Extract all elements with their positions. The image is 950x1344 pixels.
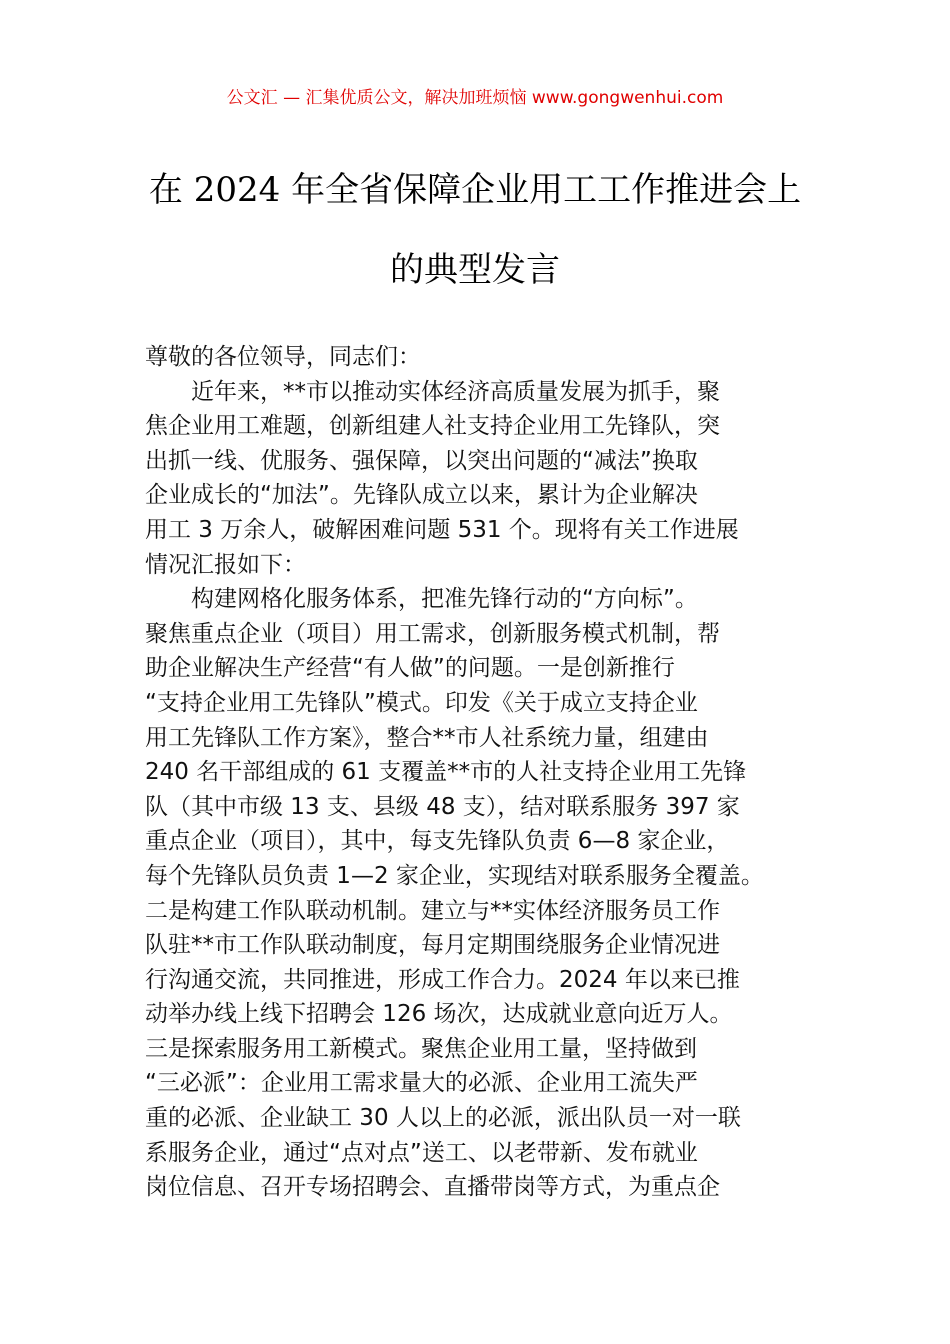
body-line: 用工先锋队工作方案》，整合**市人社系统力量，组建由: [145, 724, 709, 751]
body-line: “支持企业用工先锋队”模式。印发《关于成立支持企业: [145, 689, 698, 716]
body-line: 聚焦重点企业（项目）用工需求，创新服务模式机制，帮: [145, 620, 720, 647]
title-line: 的典型发言: [390, 250, 560, 290]
body-line: 240 名干部组成的 61 支覆盖**市的人社支持企业用工先锋: [145, 759, 747, 786]
body-line: 出抓一线、优服务、强保障，以突出问题的“减法”换取: [145, 447, 698, 474]
body-line: 系服务企业，通过“点对点”送工、以老带新、发布就业: [145, 1139, 698, 1166]
body-line: 构建网格化服务体系，把准先锋行动的“方向标”。: [145, 586, 698, 613]
title-line: 在 2024 年全省保障企业用工工作推进会上: [148, 170, 802, 210]
body-line: 企业成长的“加法”。先锋队成立以来，累计为企业解决: [145, 482, 698, 509]
body-line: 每个先锋队员负责 1—2 家企业，实现结对联系服务全覆盖。: [145, 862, 764, 889]
site-banner: 公文汇 — 汇集优质公文，解决加班烦恼 www.gongwenhui.com: [226, 88, 724, 108]
body-line: 重点企业（项目），其中，每支先锋队负责 6—8 家企业，: [145, 828, 730, 855]
salutation: 尊敬的各位领导，同志们：: [145, 344, 421, 370]
body-line: 用工 3 万余人，破解困难问题 531 个。现将有关工作进展: [145, 516, 739, 543]
body-line: 助企业解决生产经营“有人做”的问题。一是创新推行: [145, 655, 675, 682]
body-line: “三必派”：企业用工需求量大的必派、企业用工流失严: [145, 1070, 698, 1097]
document-body: [145, 340, 825, 1205]
document-title: [100, 150, 850, 310]
body-line: 二是构建工作队联动机制。建立与**实体经济服务员工作: [145, 897, 720, 924]
body-line: 焦企业用工难题，创新组建人社支持企业用工先锋队，突: [145, 413, 720, 440]
body-line: 三是探索服务用工新模式。聚焦企业用工量，坚持做到: [145, 1035, 697, 1062]
body-line: 动举办线上线下招聘会 126 场次，达成就业意向近万人。: [145, 1001, 733, 1028]
body-line: 队驻**市工作队联动制度，每月定期围绕服务企业情况进: [145, 932, 720, 959]
body-line: 岗位信息、召开专场招聘会、直播带岗等方式，为重点企: [145, 1174, 720, 1201]
body-line: 行沟通交流，共同推进，形成工作合力。2024 年以来已推: [145, 966, 740, 993]
body-line: 情况汇报如下：: [145, 551, 306, 578]
body-line: 队（其中市级 13 支、县级 48 支），结对联系服务 397 家: [145, 793, 740, 820]
body-line: 重的必派、企业缺工 30 人以上的必派，派出队员一对一联: [145, 1105, 741, 1132]
body-line: 近年来，**市以推动实体经济高质量发展为抓手，聚: [145, 378, 720, 405]
